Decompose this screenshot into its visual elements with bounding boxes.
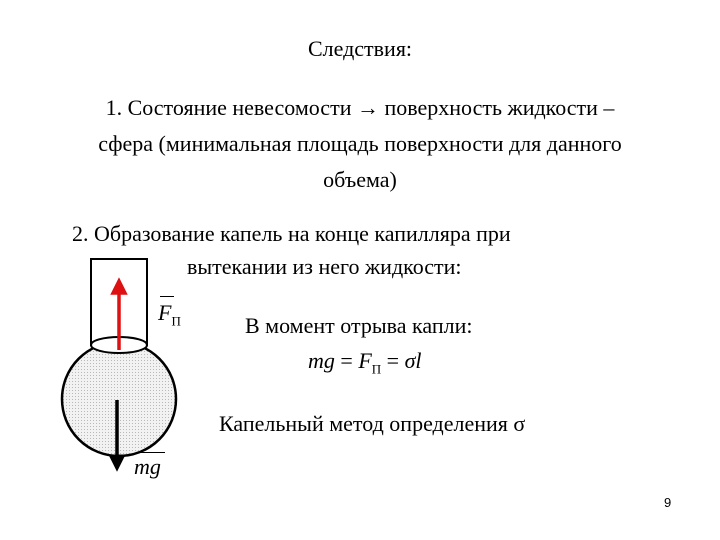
- detachment-equation: [308, 348, 422, 377]
- consequence-1-line-1: 1. Состояние невесомости → поверхность жидкости –: [105, 95, 615, 120]
- eq-lhs: mg: [308, 348, 335, 373]
- mg-vector-bar: [137, 452, 165, 453]
- eq-sign-2: =: [381, 348, 405, 373]
- liquid-drop: [62, 342, 176, 456]
- page-number: 9: [664, 495, 672, 510]
- fp-subscript: П: [171, 313, 181, 329]
- eq-rhs: σl: [404, 348, 422, 373]
- consequence-2-line-2: вытекании из него жидкости:: [187, 254, 462, 279]
- consequence-1-line-3: объема): [323, 167, 397, 192]
- surface-tension-force-label: [158, 300, 181, 329]
- consequence-2-line-1: 2. Образование капель на конце капилляра при: [72, 221, 511, 246]
- consequence-1-line-2: сфера (минимальная площадь поверхности для данного: [98, 131, 622, 156]
- eq-sign-1: =: [334, 348, 359, 373]
- detachment-label: В момент отрыва капли:: [245, 313, 473, 338]
- eq-force-subscript: П: [371, 361, 382, 377]
- eq-force-symbol: F: [358, 348, 372, 373]
- fp-vector-bar: [160, 296, 174, 297]
- slide-title: Следствия:: [307, 36, 413, 61]
- fp-symbol: F: [158, 300, 172, 325]
- drop-method-label: Капельный метод определения σ: [219, 411, 526, 436]
- gravity-force-label: mg: [134, 454, 161, 479]
